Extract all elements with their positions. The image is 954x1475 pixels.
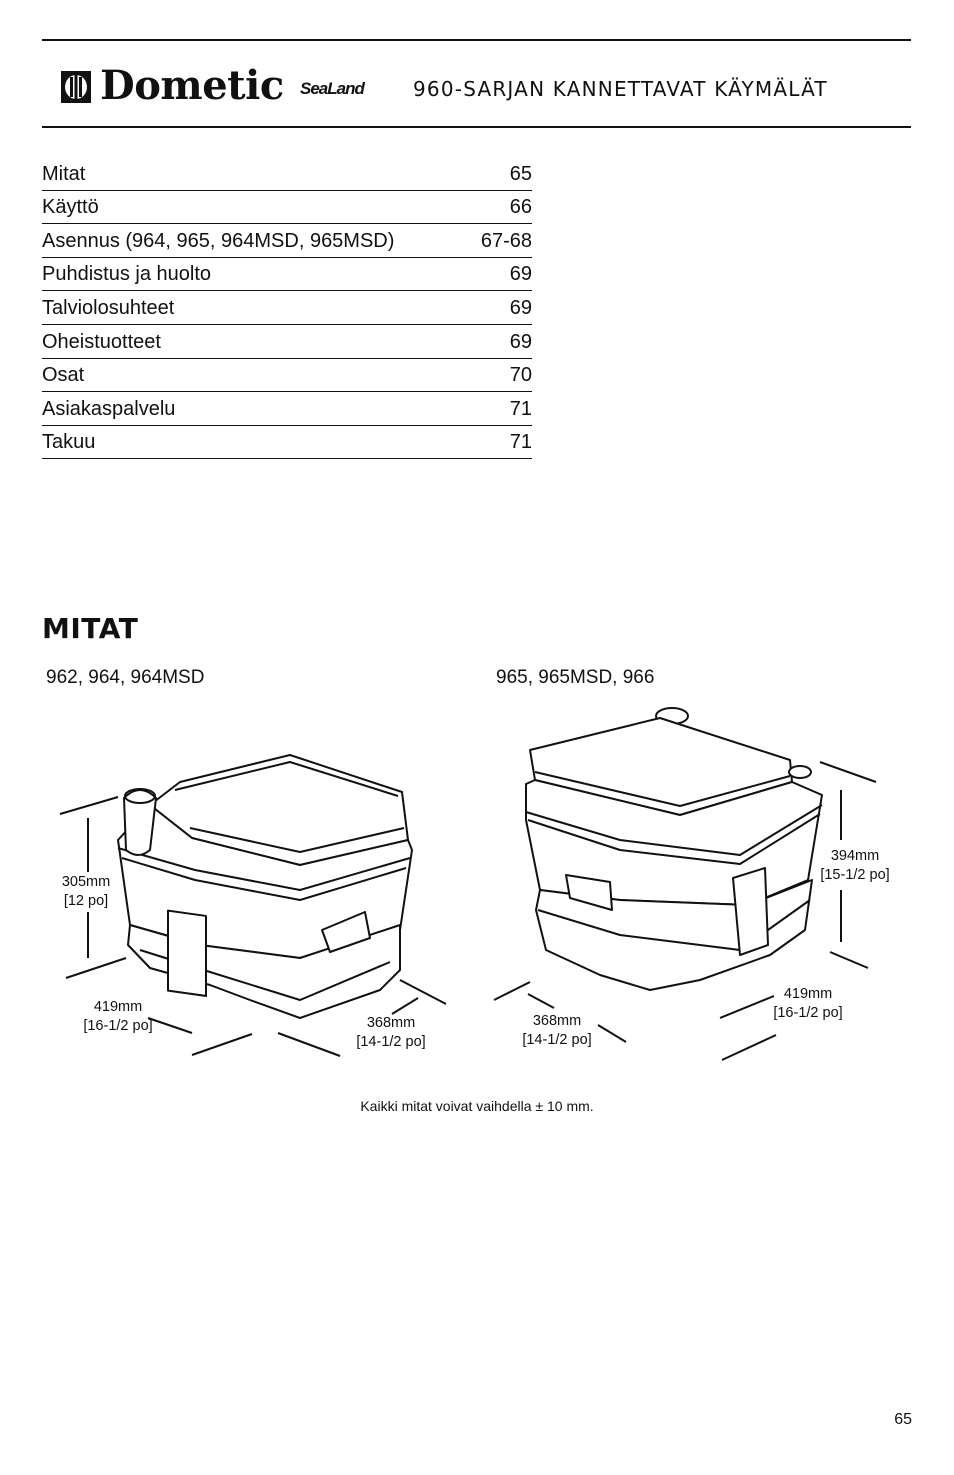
toc-row[interactable] [42,426,532,460]
header-title: 960-SARJAN KANNETTAVAT KÄYMÄLÄT [413,77,828,101]
figure-2-depth-dimension [508,1012,606,1050]
toc-row[interactable] [42,325,532,359]
width-in: [16-1/2 po] [83,1018,153,1034]
height-mm: 394mm [830,848,880,864]
toc-row[interactable] [42,291,532,325]
depth-in: [14-1/2 po] [522,1032,592,1048]
toc-label: Osat [42,364,85,387]
depth-mm: 368mm [366,1015,416,1031]
height-mm: 305mm [61,874,111,890]
brand-wordmark: Dometic [100,62,284,109]
table-of-contents [42,157,532,459]
figure-2-height-dimension [808,847,902,885]
toc-page: 69 [509,296,532,319]
toc-label: Asennus (964, 965, 964MSD, 965MSD) [42,229,395,252]
dometic-logo-icon [60,70,92,104]
toc-label: Puhdistus ja huolto [42,263,212,286]
page-number: 65 [894,1411,912,1428]
toc-label: Mitat [42,162,86,185]
width-mm: 419mm [93,999,143,1015]
figure-2-width-dimension [760,985,856,1023]
toc-row[interactable] [42,392,532,426]
sub-brand-wordmark: SeaLand [300,79,364,98]
toc-page: 71 [509,397,532,420]
header-bottom-rule [42,126,911,128]
toc-page: 65 [509,162,532,185]
toc-row[interactable] [42,191,532,225]
toc-label: Talviolosuhteet [42,296,175,319]
toc-row[interactable] [42,224,532,258]
width-in: [16-1/2 po] [773,1005,843,1021]
toc-page: 69 [509,263,532,286]
toc-page: 67-68 [480,229,532,252]
figure-1-models: 962, 964, 964MSD [46,667,205,688]
figure-1-depth-dimension [342,1014,440,1052]
depth-in: [14-1/2 po] [356,1034,426,1050]
header-top-rule [42,39,911,41]
section-title: MITAT [42,612,139,645]
figure-1-width-dimension [70,998,166,1036]
height-in: [12 po] [63,893,109,909]
width-mm: 419mm [783,986,833,1002]
tolerance-note: Kaikki mitat voivat vaihdella ± 10 mm. [360,1098,594,1114]
toc-label: Takuu [42,431,96,454]
toc-page: 70 [509,364,532,387]
toc-label: Käyttö [42,196,99,219]
toc-label: Oheistuotteet [42,330,161,353]
height-in: [15-1/2 po] [820,867,890,883]
figure-1-height-dimension [46,873,126,911]
toc-row[interactable] [42,157,532,191]
figure-2-models: 965, 965MSD, 966 [496,667,655,688]
depth-mm: 368mm [532,1013,582,1029]
toc-row[interactable] [42,359,532,393]
toc-page: 66 [509,196,532,219]
toc-label: Asiakaspalvelu [42,397,176,420]
toc-page: 69 [509,330,532,353]
toc-row[interactable] [42,258,532,292]
toc-page: 71 [509,431,532,454]
